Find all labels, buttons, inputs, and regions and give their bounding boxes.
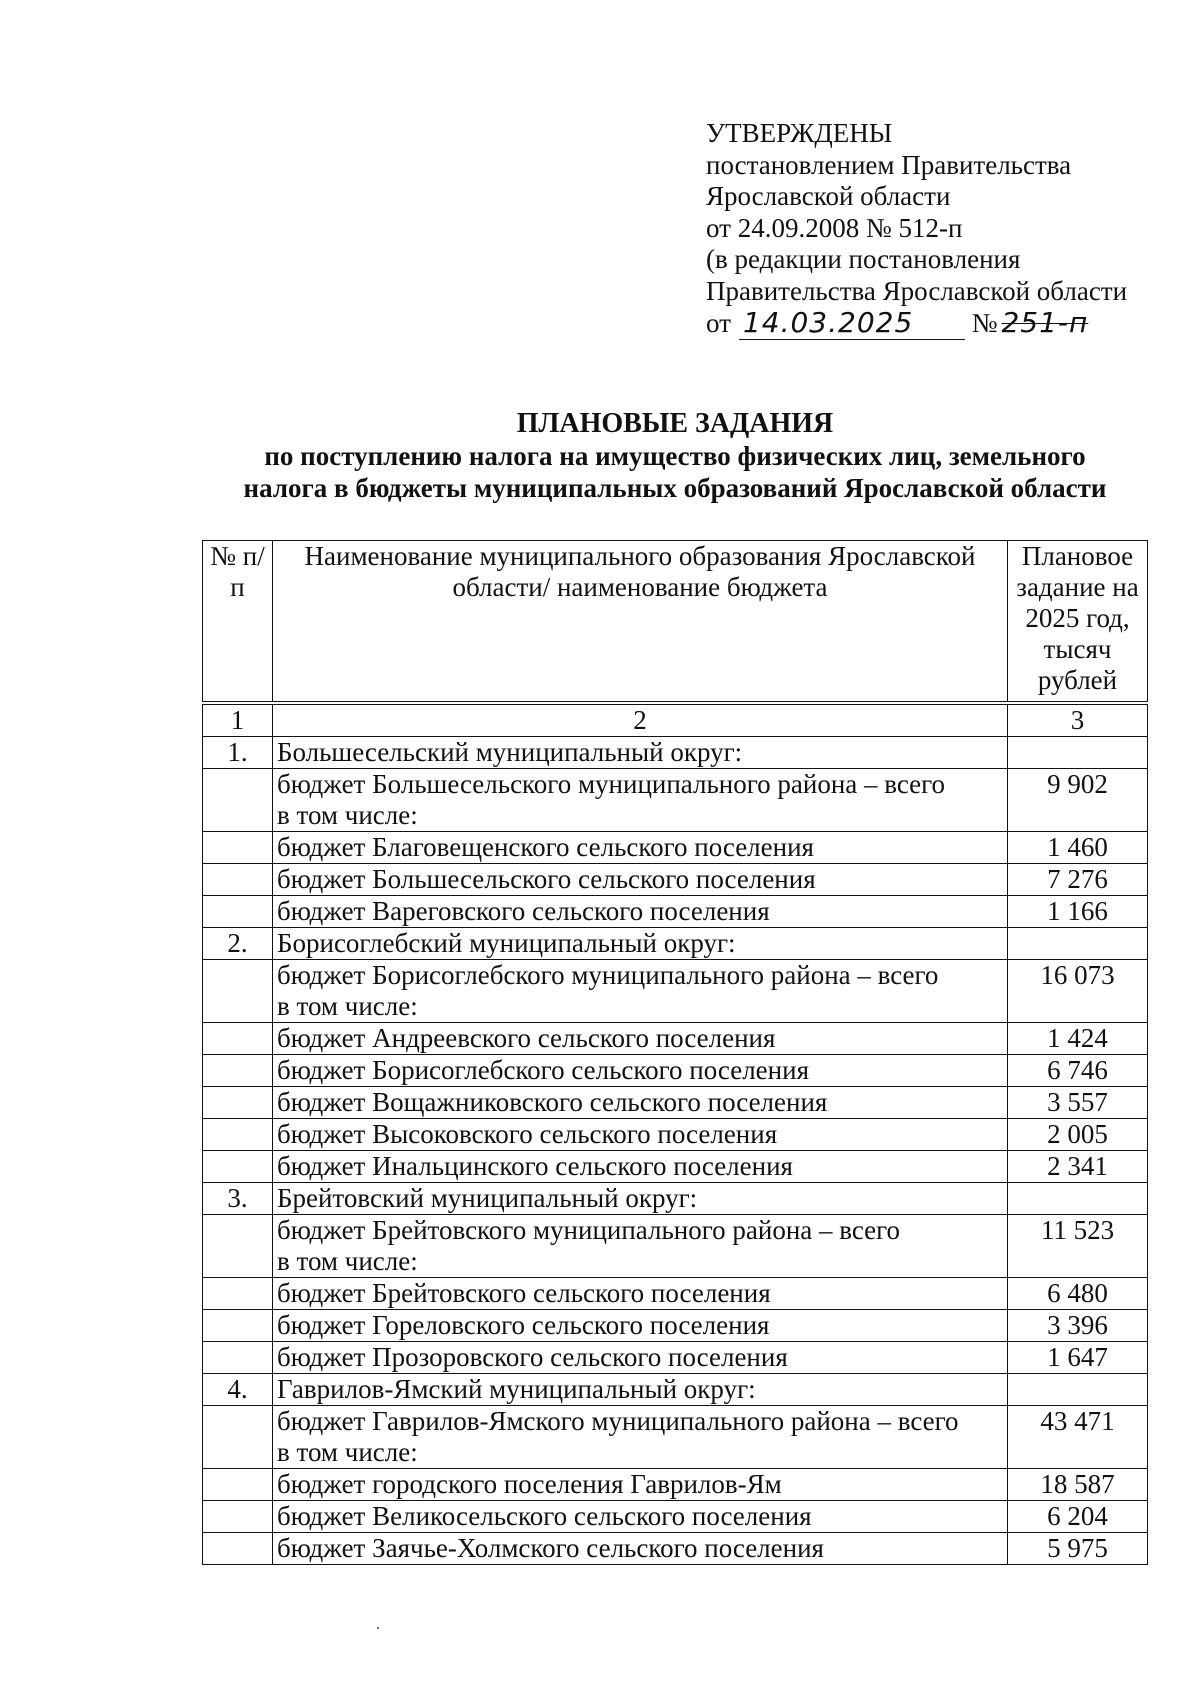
including-text: в том числе: [277, 800, 418, 830]
settlement-budget-name: бюджет Брейтовского сельского поселения [273, 1278, 1008, 1310]
row-number [203, 1119, 273, 1151]
district-total-label [273, 769, 1008, 832]
row-number [203, 1469, 273, 1501]
empty-value [1008, 737, 1148, 769]
approval-line: постановлением Правительства [706, 149, 1072, 180]
district-total-label [273, 1406, 1008, 1469]
table-row [203, 1469, 1148, 1501]
settlement-budget-name: бюджет Вощажниковского сельского поселения [273, 1087, 1008, 1119]
table-row [203, 832, 1148, 864]
total-row [203, 1215, 1148, 1278]
settlement-budget-name: бюджет Прозоровского сельского поселения [273, 1342, 1008, 1374]
header-plan: Плановое задание на 2025 год, тысяч рублей [1008, 541, 1148, 702]
district-total-text: бюджет Гаврилов-Ямского муниципального района – всего [277, 1406, 959, 1436]
including-text: в том числе: [277, 1246, 418, 1276]
table-row [203, 1533, 1148, 1565]
settlement-budget-value: 1 424 [1008, 1023, 1148, 1055]
column-number: 1 [203, 705, 273, 737]
row-number: 3. [203, 1183, 273, 1215]
column-number: 2 [273, 705, 1008, 737]
row-number [203, 1533, 273, 1565]
row-number [203, 1310, 273, 1342]
row-number: 1. [203, 737, 273, 769]
district-total-text: бюджет Брейтовского муниципального района – всего [277, 1215, 901, 1245]
settlement-budget-value: 6 480 [1008, 1278, 1148, 1310]
approval-title: УТВЕРЖДЕНЫ [706, 118, 893, 148]
settlement-budget-value: 6 746 [1008, 1055, 1148, 1087]
row-number: 4. [203, 1374, 273, 1406]
settlement-budget-name: бюджет Высоковского сельского поселения [273, 1119, 1008, 1151]
empty-value [1008, 928, 1148, 960]
table-row [203, 1342, 1148, 1374]
approval-line: от 24.09.2008 № 512-п [706, 212, 963, 243]
settlement-budget-value: 5 975 [1008, 1533, 1148, 1565]
including-text: в том числе: [277, 991, 418, 1021]
table-row [203, 1087, 1148, 1119]
row-number [203, 832, 273, 864]
approval-line: (в редакции постановления [706, 244, 1021, 274]
handwritten-number: 251-п [1001, 306, 1089, 339]
row-number [203, 1406, 273, 1469]
district-total-label [273, 1215, 1008, 1278]
settlement-budget-value: 2 341 [1008, 1151, 1148, 1183]
row-number: 2. [203, 928, 273, 960]
settlement-budget-name: бюджет Большесельского сельского поселения [273, 864, 1008, 896]
table-row [203, 1278, 1148, 1310]
settlement-budget-value: 18 587 [1008, 1469, 1148, 1501]
district-total-text: бюджет Большесельского муниципального района – всего [277, 769, 946, 799]
district-total-text: бюджет Борисоглебского муниципального района – всего [277, 960, 939, 990]
header-number: № п/п [203, 541, 273, 702]
total-row [203, 769, 1148, 832]
settlement-budget-name: бюджет Андреевского сельского поселения [273, 1023, 1008, 1055]
row-number [203, 1151, 273, 1183]
from-label: от [706, 308, 731, 338]
table-row [203, 1151, 1148, 1183]
total-row [203, 1406, 1148, 1469]
settlement-budget-value: 3 557 [1008, 1087, 1148, 1119]
row-number [203, 960, 273, 1023]
header-name: Наименование муниципального образования Ярославской области/ наименование бюджета [273, 541, 1008, 702]
municipality-name: Брейтовский муниципальный округ: [273, 1183, 1008, 1215]
settlement-budget-value: 1 647 [1008, 1342, 1148, 1374]
table-row [203, 1119, 1148, 1151]
handwritten-date: 14.03.2025 [739, 307, 965, 340]
settlement-budget-name: бюджет городского поселения Гаврилов-Ям [273, 1469, 1008, 1501]
approval-line: Ярославской области [706, 181, 951, 211]
table-row [203, 1501, 1148, 1533]
row-number [203, 1342, 273, 1374]
row-number [203, 1055, 273, 1087]
district-total-value: 11 523 [1008, 1215, 1148, 1278]
district-total-value: 43 471 [1008, 1406, 1148, 1469]
table-row [203, 1055, 1148, 1087]
group-row [203, 1374, 1148, 1406]
approval-block [706, 118, 1127, 340]
number-label: № [971, 308, 998, 338]
table-header-row [203, 541, 1148, 702]
row-number [203, 896, 273, 928]
heading-title: ПЛАНОВЫЕ ЗАДАНИЯ [516, 408, 834, 439]
settlement-budget-value: 1 166 [1008, 896, 1148, 928]
approval-line: Правительства Ярославской области [706, 275, 1128, 306]
settlement-budget-name: бюджет Заячье-Холмского сельского поселения [273, 1533, 1008, 1565]
municipality-name: Борисоглебский муниципальный округ: [273, 928, 1008, 960]
group-row [203, 737, 1148, 769]
row-number [203, 1087, 273, 1119]
settlement-budget-name: бюджет Борисоглебского сельского поселения [273, 1055, 1008, 1087]
group-row [203, 928, 1148, 960]
row-number [203, 1278, 273, 1310]
document-heading [200, 408, 1150, 504]
heading-subtitle-line: по поступлению налога на имущество физических лиц, земельного [264, 441, 1086, 471]
including-text: в том числе: [277, 1437, 418, 1467]
row-number [203, 864, 273, 896]
settlement-budget-value: 6 204 [1008, 1501, 1148, 1533]
settlement-budget-name: бюджет Инальцинского сельского поселения [273, 1151, 1008, 1183]
row-number [203, 769, 273, 832]
district-total-value: 9 902 [1008, 769, 1148, 832]
row-number [203, 1501, 273, 1533]
group-row [203, 1183, 1148, 1215]
settlement-budget-value: 3 396 [1008, 1310, 1148, 1342]
empty-value [1008, 1374, 1148, 1406]
table-row [203, 896, 1148, 928]
district-total-value: 16 073 [1008, 960, 1148, 1023]
empty-value [1008, 1183, 1148, 1215]
settlement-budget-name: бюджет Благовещенского сельского поселения [273, 832, 1008, 864]
table-row [203, 1310, 1148, 1342]
settlement-budget-name: бюджет Гореловского сельского поселения [273, 1310, 1008, 1342]
heading-subtitle-line: налога в бюджеты муниципальных образований Ярославской области [243, 473, 1107, 503]
column-numbers-row [203, 705, 1148, 737]
district-total-label [273, 960, 1008, 1023]
column-number: 3 [1008, 705, 1148, 737]
budget-table [202, 540, 1148, 1565]
settlement-budget-value: 2 005 [1008, 1119, 1148, 1151]
scan-speck [377, 1627, 379, 1629]
settlement-budget-name: бюджет Вареговского сельского поселения [273, 896, 1008, 928]
approval-date-line [706, 307, 1127, 340]
settlement-budget-name: бюджет Великосельского сельского поселения [273, 1501, 1008, 1533]
table-row [203, 1023, 1148, 1055]
municipality-name: Гаврилов-Ямский муниципальный округ: [273, 1374, 1008, 1406]
settlement-budget-value: 7 276 [1008, 864, 1148, 896]
row-number [203, 1023, 273, 1055]
settlement-budget-value: 1 460 [1008, 832, 1148, 864]
municipality-name: Большесельский муниципальный округ: [273, 737, 1008, 769]
total-row [203, 960, 1148, 1023]
row-number [203, 1215, 273, 1278]
table-row [203, 864, 1148, 896]
